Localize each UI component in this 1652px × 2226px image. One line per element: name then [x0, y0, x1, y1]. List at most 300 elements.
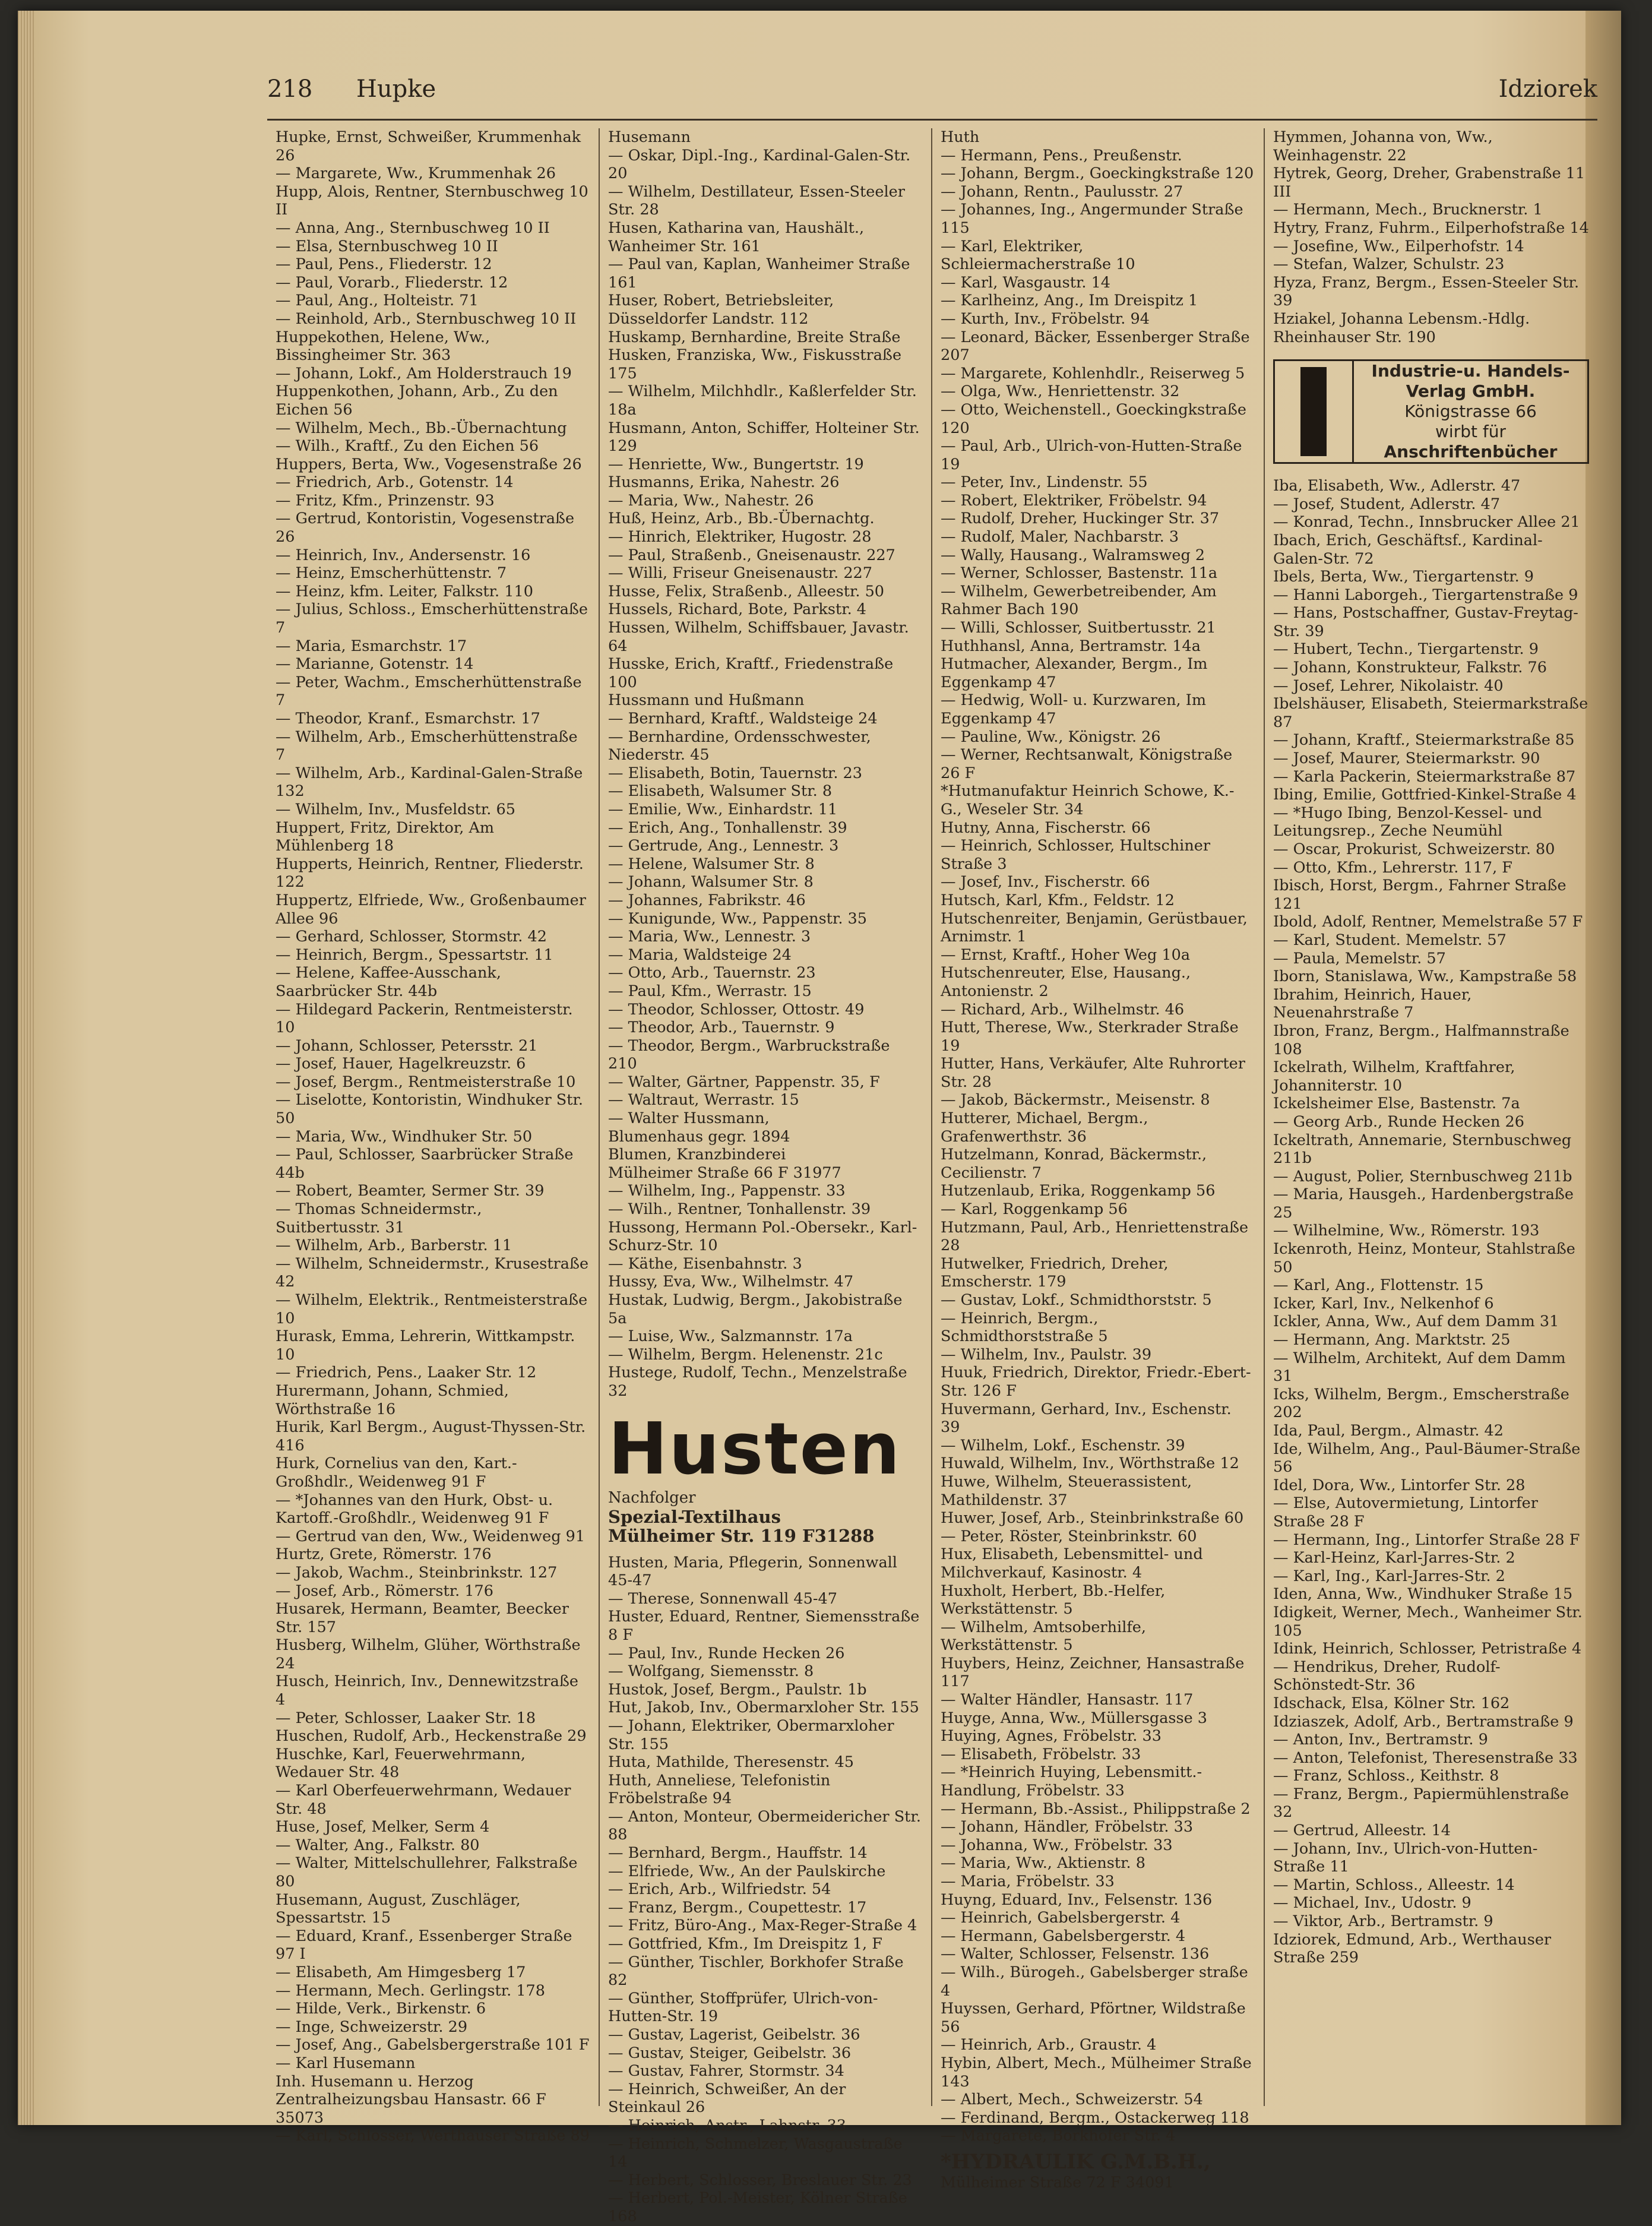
- directory-entry: — Elsa, Sternbuschweg 10 II: [276, 237, 498, 255]
- directory-entry: — Wilhelm, Bergm. Helenenstr. 21c: [608, 1345, 883, 1364]
- directory-entry: — Karlheinz, Ang., Im Dreispitz 1: [941, 292, 1198, 310]
- directory-entry: Ickler, Anna, Ww., Auf dem Damm 31: [1273, 1313, 1559, 1331]
- directory-entry: — Wilhelm, Destillateur, Essen-Steeler Str. 28: [608, 182, 905, 219]
- directory-entry: — Henriette, Ww., Bungertstr. 19: [608, 455, 864, 473]
- directory-entry: — Paul, Vorarb., Fliederstr. 12: [276, 273, 508, 292]
- directory-entry: — Heinrich, Anstr., Lahnstr. 33: [608, 2116, 847, 2135]
- directory-entry: — Julius, Schloss., Emscherhüttenstraße 7: [276, 600, 588, 637]
- directory-entry: — Bernhardine, Ordensschwester, Niederstr. 45: [608, 728, 871, 764]
- directory-entry: — Heinz, kfm. Leiter, Falkstr. 110: [276, 582, 533, 600]
- directory-entry: Hutmacher, Alexander, Bergm., Im Eggenkamp 47: [941, 655, 1208, 691]
- directory-entry: — Maria, Ww., Aktienstr. 8: [941, 1854, 1145, 1873]
- directory-entry: Hurask, Emma, Lehrerin, Wittkampstr. 10: [276, 1327, 575, 1364]
- directory-entry: — Paula, Memelstr. 57: [1273, 949, 1446, 967]
- directory-entry: — Hendrikus, Dreher, Rudolf-Schönstedt-Str. 36: [1273, 1658, 1501, 1694]
- directory-entry: Hupperts, Heinrich, Rentner, Fliederstr. 122: [276, 855, 584, 891]
- directory-entry: Huth: [941, 128, 980, 146]
- directory-entry: *Hutmanufaktur Heinrich Schowe, K.-G., Weseler Str. 34: [941, 782, 1235, 818]
- directory-entry: Huschke, Karl, Feuerwehrmann, Wedauer Str. 48: [276, 1745, 526, 1782]
- directory-entry: — Theodor, Kranf., Esmarchstr. 17: [276, 710, 540, 728]
- husten-advertisement: [608, 1408, 923, 1546]
- directory-entry: — Maria, Fröbelstr. 33: [941, 1873, 1115, 1890]
- directory-entry: Husarek, Hermann, Beamter, Beecker Str. 157: [276, 1600, 569, 1636]
- directory-entry: — Josef, Student, Adlerstr. 47: [1273, 495, 1501, 513]
- directory-entry: — Johann, Konstrukteur, Falkstr. 76: [1273, 659, 1547, 677]
- directory-entry: — Otto, Arb., Tauernstr. 23: [608, 964, 816, 982]
- directory-entry: Ida, Paul, Bergm., Almastr. 42: [1273, 1422, 1504, 1440]
- directory-entry: — Josef, Bergm., Rentmeisterstraße 10: [276, 1073, 576, 1091]
- directory-entry: — Herbert, Schlosser, Breslauer Str. 23: [608, 2171, 912, 2189]
- hydraulik-address: Mülheimer Straße 72 F 34091: [941, 2173, 1174, 2192]
- directory-entry: Husch, Heinrich, Inv., Dennewitzstraße 4: [276, 1672, 579, 1709]
- directory-entry: — Elisabeth, Botin, Tauernstr. 23: [608, 764, 862, 782]
- directory-entry: — Margarete, Kohlenhdlr., Reiserweg 5: [941, 364, 1245, 382]
- directory-entry: Huvermann, Gerhard, Inv., Eschenstr. 39: [941, 1400, 1232, 1437]
- directory-entry: — Johann, Händler, Fröbelstr. 33: [941, 1818, 1194, 1836]
- directory-entry: — Werner, Schlosser, Bastenstr. 11a: [941, 564, 1218, 583]
- directory-entry: Hussels, Richard, Bote, Parkstr. 4: [608, 600, 867, 619]
- directory-entry: — Hinrich, Elektriker, Hugostr. 28: [608, 528, 872, 546]
- directory-entry: Ibron, Franz, Bergm., Halfmannstraße 108: [1273, 1022, 1569, 1058]
- directory-entry: Hurermann, Johann, Schmied, Wörthstraße 16: [276, 1381, 509, 1418]
- directory-entry: — Willi, Schlosser, Suitbertusstr. 21: [941, 619, 1216, 637]
- directory-entry: — Maria, Waldsteige 24: [608, 946, 792, 964]
- directory-entry: Huppert, Fritz, Direktor, Am Mühlenberg 18: [276, 818, 495, 855]
- directory-entry: — Wilhelm, Elektrik., Rentmeisterstraße 10: [276, 1291, 588, 1327]
- directory-entry: — Wally, Hausang., Walramsweg 2: [941, 546, 1205, 564]
- directory-entry: — Hubert, Techn., Tiergartenstr. 9: [1273, 640, 1539, 659]
- directory-entry: — Walter Hussmann,: [608, 1109, 770, 1128]
- column-4-entries-bottom: [1273, 477, 1589, 1967]
- directory-entry: Hutzmann, Paul, Arb., Henriettenstraße 28: [941, 1218, 1249, 1255]
- directory-entry: Huschen, Rudolf, Arb., Heckenstraße 29: [276, 1727, 587, 1746]
- directory-entry: — Friedrich, Pens., Laaker Str. 12: [276, 1364, 537, 1382]
- directory-entry: Huwe, Wilhelm, Steuerassistent, Mathildenstr. 37: [941, 1472, 1192, 1509]
- directory-entry: — Johann, Bergm., Goeckingkstraße 120: [941, 165, 1254, 183]
- directory-entry: — Wolfgang, Siemensstr. 8: [608, 1662, 814, 1681]
- directory-entry: Blumenhaus gegr. 1894: [608, 1127, 790, 1146]
- directory-entry: Ibels, Berta, Ww., Tiergartenstr. 9: [1273, 568, 1534, 586]
- directory-entry: Hustok, Josef, Bergm., Paulstr. 1b: [608, 1680, 867, 1699]
- directory-entry: — Margarete, Ww., Krummenhak 26: [276, 165, 556, 183]
- directory-entry: — Hedwig, Woll- u. Kurzwaren, Im Eggenkamp 47: [941, 691, 1207, 728]
- husten-line-2: Mülheimer Str. 119 F31288: [608, 1525, 875, 1546]
- directory-entry: — Wilh., Rentner, Tonhallenstr. 39: [608, 1200, 871, 1219]
- directory-entry: Husken, Franziska, Ww., Fiskusstraße 175: [608, 346, 902, 382]
- directory-entry: Huppenkothen, Johann, Arb., Zu den Eichen 56: [276, 382, 558, 419]
- directory-entry: Hutzelmann, Konrad, Bäckermstr., Cecilienstr. 7: [941, 1146, 1207, 1182]
- directory-entry: — Walter, Gärtner, Pappenstr. 35, F: [608, 1073, 880, 1091]
- directory-entry: — Heinrich, Gabelsbergerstr. 4: [941, 1909, 1181, 1927]
- verlag-advertisement: [1273, 359, 1589, 464]
- directory-entry: — Paul van, Kaplan, Wanheimer Straße 161: [608, 255, 910, 292]
- directory-entry: Idigkeit, Werner, Mech., Wanheimer Str. 105: [1273, 1603, 1583, 1640]
- directory-entry: — Hans, Postschaffner, Gustav-Freytag-Str. 39: [1273, 604, 1578, 640]
- directory-entry: Huse, Josef, Melker, Serm 4: [276, 1818, 490, 1836]
- directory-entry: — Hermann, Mech. Gerlingstr. 178: [276, 1981, 545, 2000]
- husten-line-1: Spezial-Textilhaus: [608, 1506, 781, 1527]
- directory-entry: — Franz, Bergm., Coupettestr. 17: [608, 1898, 867, 1917]
- directory-entry: — Paul, Kfm., Werrastr. 15: [608, 982, 812, 1000]
- directory-entry: Mülheimer Straße 66 F 31977: [608, 1163, 841, 1182]
- directory-entry: — Heinrich, Arb., Graustr. 4: [941, 2036, 1157, 2054]
- directory-entry: — Josef, Lehrer, Nikolaistr. 40: [1273, 676, 1504, 695]
- directory-entry: — Gustav, Lokf., Schmidthorststr. 5: [941, 1291, 1212, 1309]
- directory-entry: — Fritz, Büro-Ang., Max-Reger-Straße 4: [608, 1917, 917, 1935]
- directory-entry: — Wilhelm, Amtsoberhilfe, Werkstättenstr. 5: [941, 1618, 1146, 1655]
- directory-entry: — Walter, Ang., Falkstr. 80: [276, 1836, 480, 1854]
- directory-entry: — Fritz, Kfm., Prinzenstr. 93: [276, 491, 495, 510]
- directory-entry: Idziaszek, Adolf, Arb., Bertramstraße 9: [1273, 1712, 1574, 1731]
- directory-entry: — Robert, Elektriker, Fröbelstr. 94: [941, 491, 1207, 510]
- directory-entry: Husen, Katharina van, Haushält., Wanheimer Str. 161: [608, 219, 865, 255]
- directory-entry: — Maria, Ww., Nahestr. 26: [608, 491, 814, 510]
- directory-entry: — Oskar, Dipl.-Ing., Kardinal-Galen-Str. 20: [608, 146, 911, 183]
- directory-entry: Icks, Wilhelm, Bergm., Emscherstraße 202: [1273, 1385, 1569, 1422]
- directory-entry: — Josef, Arb., Römerstr. 176: [276, 1582, 493, 1600]
- directory-entry: — Maria, Ww., Lennestr. 3: [608, 928, 811, 946]
- directory-entry: — Bernhard, Kraftf., Waldsteige 24: [608, 710, 878, 728]
- directory-entry: — Hermann, Bb.-Assist., Philippstraße 2: [941, 1800, 1251, 1818]
- directory-entry: Huyge, Anna, Ww., Müllersgasse 3: [941, 1709, 1208, 1727]
- directory-entry: — Günther, Stoffprüfer, Ulrich-von-Hutten-Str. 19: [608, 1989, 878, 2026]
- directory-entry: — Heinrich, Schmelzer, Wasgaustraße 14: [608, 2135, 903, 2171]
- directory-entry: Hybin, Albert, Mech., Mülheimer Straße 143: [941, 2054, 1252, 2091]
- directory-entry: — Josef, Inv., Fischerstr. 66: [941, 873, 1150, 891]
- directory-entry: Hytrek, Georg, Dreher, Grabenstraße 11 III: [1273, 165, 1585, 201]
- directory-entry: — Ferdinand, Bergm., Ostackerweg 118: [941, 2108, 1249, 2127]
- directory-entry: — Therese, Sonnenwall 45-47: [608, 1589, 837, 1608]
- directory-entry: — Johann, Rentn., Paulusstr. 27: [941, 182, 1183, 201]
- directory-entry: — Liselotte, Kontoristin, Windhuker Str. 50: [276, 1091, 583, 1128]
- directory-entry: Husmanns, Erika, Nahestr. 26: [608, 473, 840, 492]
- directory-entry: — Paul, Schlosser, Saarbrücker Straße 44b: [276, 1146, 574, 1182]
- directory-entry: — Elisabeth, Fröbelstr. 33: [941, 1745, 1141, 1763]
- directory-entry: Ickeltrath, Annemarie, Sternbuschweg 211b: [1273, 1131, 1572, 1168]
- directory-entry: — Karl-Heinz, Karl-Jarres-Str. 2: [1273, 1549, 1515, 1567]
- directory-entry: Huß, Heinz, Arb., Bb.-Übernachtg.: [608, 510, 875, 528]
- directory-entry: — August, Polier, Sternbuschweg 211b: [1273, 1167, 1572, 1185]
- directory-entry: — Wilh., Kraftf., Zu den Eichen 56: [276, 437, 539, 456]
- directory-entry: — Michael, Inv., Udostr. 9: [1273, 1894, 1471, 1912]
- directory-entry: — Hanni Laborgeh., Tiergartenstraße 9: [1273, 586, 1578, 604]
- directory-entry: Ibold, Adolf, Rentner, Memelstraße 57 F: [1273, 913, 1583, 931]
- directory-entry: — Stefan, Walzer, Schulstr. 23: [1273, 255, 1505, 274]
- directory-entry: — Friedrich, Arb., Gotenstr. 14: [276, 473, 514, 492]
- directory-entry: — Wilhelm, Schneidermstr., Krusestraße 42: [276, 1254, 589, 1291]
- column-2-entries-bottom: [608, 1554, 923, 2226]
- directory-entry: — Heinz, Emscherhüttenstr. 7: [276, 564, 507, 583]
- directory-entry: — Marianne, Gotenstr. 14: [276, 655, 474, 674]
- directory-entry: Hut, Jakob, Inv., Obermarxloher Str. 155: [608, 1699, 919, 1717]
- directory-entry: Huying, Agnes, Fröbelstr. 33: [941, 1727, 1162, 1746]
- directory-entry: — Eduard, Kranf., Essenberger Straße 97 I: [276, 1927, 572, 1963]
- column-3-entries: [941, 128, 1255, 2145]
- directory-entry: — Wilhelm, Architekt, Auf dem Damm 31: [1273, 1349, 1566, 1386]
- directory-entry: Ickenroth, Heinz, Monteur, Stahlstraße 50: [1273, 1240, 1575, 1276]
- verlag-text: [1352, 361, 1587, 462]
- directory-entry: Ibrahim, Heinrich, Hauer, Neuenahrstraße 7: [1273, 985, 1472, 1022]
- directory-entry: — Hilde, Verk., Birkenstr. 6: [276, 2000, 486, 2018]
- directory-entry: — Johann, Inv., Ulrich-von-Hutten-Straße 11: [1273, 1839, 1538, 1876]
- directory-entry: — Karl Oberfeuerwehrmann, Wedauer Str. 48: [276, 1782, 571, 1818]
- directory-entry: — Robert, Beamter, Sermer Str. 39: [276, 1182, 545, 1200]
- directory-entry: — Paul, Pens., Fliederstr. 12: [276, 255, 492, 274]
- directory-entry: — Wilhelm, Arb., Emscherhüttenstraße 7: [276, 728, 578, 764]
- directory-entry: — Otto, Kfm., Lehrerstr. 117, F: [1273, 858, 1512, 877]
- verlag-line-3: Königstrasse 66: [1404, 401, 1537, 422]
- directory-entry: — Heinrich, Bergm., Schmidthorststraße 5: [941, 1309, 1108, 1346]
- directory-entry: — Maria, Hausgeh., Hardenbergstraße 25: [1273, 1185, 1574, 1222]
- directory-entry: Hutterer, Michael, Bergm., Grafenwerthstr. 36: [941, 1109, 1148, 1146]
- directory-entry: — Karl Husemann: [276, 2054, 416, 2072]
- directory-entry: Ibing, Emilie, Gottfried-Kinkel-Straße 4: [1273, 786, 1577, 804]
- directory-entry: Huth, Anneliese, Telefonistin Fröbelstraße 94: [608, 1771, 831, 1808]
- directory-entry: Hyza, Franz, Bergm., Essen-Steeler Str. 39: [1273, 273, 1580, 310]
- directory-entry: — Peter, Schlosser, Laaker Str. 18: [276, 1709, 536, 1727]
- directory-entry: — Rudolf, Maler, Nachbarstr. 3: [941, 528, 1179, 546]
- directory-entry: — Peter, Röster, Steinbrinkstr. 60: [941, 1527, 1197, 1545]
- directory-entry: Hussong, Hermann Pol.-Obersekr., Karl-Schurz-Str. 10: [608, 1218, 917, 1255]
- directory-entry: — Rudolf, Dreher, Huckinger Str. 37: [941, 510, 1220, 528]
- directory-entry: — Wilh., Bürogeh., Gabelsberger straße 4: [941, 1963, 1248, 2000]
- directory-entry: Idziorek, Edmund, Arb., Werthauser Straße 259: [1273, 1930, 1552, 1967]
- column-2-entries-top: [608, 128, 923, 1400]
- directory-entry: Iborn, Stanislawa, Ww., Kampstraße 58: [1273, 967, 1577, 986]
- directory-entry: Hurik, Karl Bergm., August-Thyssen-Str. 416: [276, 1418, 586, 1455]
- columns: [267, 128, 1597, 2225]
- directory-entry: — Johanna, Ww., Fröbelstr. 33: [941, 1836, 1173, 1854]
- directory-entry: — Wilhelm, Ing., Pappenstr. 33: [608, 1182, 846, 1200]
- directory-entry: — Gerhard, Schlosser, Stormstr. 42: [276, 928, 547, 946]
- directory-entry: — Wilhelm, Mech., Bb.-Übernachtung: [276, 419, 567, 437]
- directory-entry: — Leonard, Bäcker, Essenberger Straße 207: [941, 328, 1250, 365]
- verlag-line-1: Industrie-u. Handels-: [1371, 361, 1570, 381]
- directory-entry: Huster, Eduard, Rentner, Siemensstraße 8 F: [608, 1608, 920, 1644]
- directory-entry: Hux, Elisabeth, Lebensmittel- und Milchverkauf, Kasinostr. 4: [941, 1545, 1203, 1582]
- directory-entry: Huthhansl, Anna, Bertramstr. 14a: [941, 637, 1201, 655]
- directory-entry: — Peter, Wachm., Emscherhüttenstraße 7: [276, 673, 582, 710]
- directory-entry: — Otto, Weichenstell., Goeckingkstraße 120: [941, 400, 1246, 437]
- directory-entry: — Walter Händler, Hansastr. 117: [941, 1691, 1194, 1709]
- directory-entry: — Emilie, Ww., Einhardstr. 11: [608, 800, 838, 818]
- directory-entry: — Johann, Walsumer Str. 8: [608, 873, 814, 891]
- directory-entry: — Elisabeth, Walsumer Str. 8: [608, 782, 833, 801]
- directory-entry: Huskamp, Bernhardine, Breite Straße: [608, 328, 901, 346]
- directory-page: [18, 11, 1621, 2225]
- directory-entry: Hupp, Alois, Rentner, Sternbuschweg 10 II: [276, 182, 588, 219]
- directory-entry: — Waltraut, Werrastr. 15: [608, 1091, 799, 1109]
- directory-entry: — Konrad, Techn., Innsbrucker Allee 21: [1273, 513, 1580, 532]
- directory-entry: — Wilhelm, Arb., Kardinal-Galen-Straße 132: [276, 764, 583, 801]
- page-header: [267, 71, 1597, 107]
- directory-entry: — Wilhelm, Gewerbetreibender, Am Rahmer Bach 190: [941, 582, 1217, 619]
- directory-entry: Iden, Anna, Ww., Windhuker Straße 15: [1273, 1585, 1573, 1604]
- directory-entry: Huppertz, Elfriede, Ww., Großenbaumer Allee 96: [276, 891, 586, 928]
- directory-entry: — Gustav, Steiger, Geibelstr. 36: [608, 2044, 852, 2062]
- directory-entry: Huwald, Wilhelm, Inv., Wörthstraße 12: [941, 1455, 1239, 1473]
- column-4: [1265, 128, 1597, 2106]
- directory-entry: — Gertrud, Alleestr. 14: [1273, 1822, 1451, 1840]
- directory-entry: — Walter, Mittelschullehrer, Falkstraße 80: [276, 1854, 578, 1890]
- directory-entry: Huwer, Josef, Arb., Steinbrinkstraße 60: [941, 1509, 1244, 1528]
- directory-entry: Huuk, Friedrich, Direktor, Friedr.-Ebert-Str. 126 F: [941, 1364, 1251, 1400]
- directory-entry: — Johannes, Ing., Angermunder Straße 115: [941, 201, 1243, 237]
- directory-entry: — Willi, Friseur Gneisenaustr. 227: [608, 564, 873, 583]
- directory-entry: — Jakob, Bäckermstr., Meisenstr. 8: [941, 1091, 1210, 1109]
- directory-entry: — Gustav, Fahrer, Stormstr. 34: [608, 2062, 844, 2080]
- directory-entry: — Heinrich, Inv., Andersenstr. 16: [276, 546, 531, 564]
- directory-entry: — Heinrich, Schlosser, Hultschiner Straße 3: [941, 837, 1211, 873]
- hydraulik-advertisement: [941, 2150, 1255, 2192]
- directory-entry: Hussmann und Hußmann: [608, 691, 805, 710]
- directory-entry: — Käthe, Eisenbahnstr. 3: [608, 1254, 802, 1273]
- directory-entry: Idschack, Elsa, Kölner Str. 162: [1273, 1694, 1510, 1712]
- directory-entry: — Karla Packerin, Steiermarkstraße 87: [1273, 767, 1576, 786]
- directory-entry: — Josef, Hauer, Hagelkreuzstr. 6: [276, 1055, 526, 1073]
- directory-entry: — Theodor, Bergm., Warbruckstraße 210: [608, 1036, 890, 1073]
- directory-entry: Hutschenreuter, Else, Hausang., Antonienstr. 2: [941, 964, 1191, 1000]
- directory-entry: — Bernhard, Bergm., Hauffstr. 14: [608, 1844, 868, 1863]
- directory-entry: — Wilhelm, Milchhdlr., Kaßlerfelder Str. 18a: [608, 382, 917, 419]
- directory-entry: — *Hugo Ibing, Benzol-Kessel- und Leitungsrep., Zeche Neumühl: [1273, 804, 1542, 840]
- directory-entry: — Gertrud van den, Ww., Weidenweg 91: [276, 1527, 586, 1545]
- column-4-entries-top: [1273, 128, 1589, 346]
- directory-entry: — *Heinrich Huying, Lebensmitt.-Handlung, Fröbelstr. 33: [941, 1763, 1202, 1800]
- header-rule: [267, 119, 1597, 121]
- directory-entry: — Ernst, Kraftf., Hoher Weg 10a: [941, 946, 1191, 964]
- verlag-line-2: Verlag GmbH.: [1406, 381, 1536, 401]
- directory-entry: Ickelsheimer Else, Bastenstr. 7a: [1273, 1095, 1520, 1113]
- directory-entry: Husemann: [608, 128, 691, 146]
- directory-entry: Hutschenreiter, Benjamin, Gerüstbauer, Arnimstr. 1: [941, 909, 1248, 946]
- directory-entry: — Anton, Telefonist, Theresenstraße 33: [1273, 1748, 1578, 1767]
- husten-logo: Husten: [608, 1408, 901, 1491]
- directory-entry: — Heinrich, Bergm., Spessartstr. 11: [276, 946, 553, 964]
- directory-entry: Hziakel, Johanna Lebensm.-Hdlg. Rheinhauser Str. 190: [1273, 309, 1530, 346]
- directory-entry: — Reinhold, Arb., Sternbuschweg 10 II: [276, 309, 577, 328]
- directory-entry: — Hermann, Ing., Lintorfer Straße 28 F: [1273, 1531, 1580, 1549]
- page-number: 218: [267, 75, 313, 103]
- directory-entry: — Theodor, Schlosser, Ottostr. 49: [608, 1000, 865, 1019]
- directory-entry: — Josef, Ang., Gabelsbergerstraße 101 F: [276, 2036, 590, 2054]
- directory-entry: Hustak, Ludwig, Bergm., Jakobistraße 5a: [608, 1291, 903, 1327]
- directory-entry: Icker, Karl, Inv., Nelkenhof 6: [1273, 1294, 1494, 1313]
- directory-entry: Hutsch, Karl, Kfm., Feldstr. 12: [941, 891, 1175, 909]
- directory-entry: — Johann, Schlosser, Petersstr. 21: [276, 1036, 538, 1055]
- directory-entry: — Erich, Arb., Wilfriedstr. 54: [608, 1880, 831, 1899]
- header-last-entry: Idziorek: [1498, 75, 1597, 103]
- header-first-entry: Hupke: [356, 75, 436, 103]
- directory-entry: Iba, Elisabeth, Ww., Adlerstr. 47: [1273, 477, 1521, 495]
- directory-entry: — Heinrich, Schweißer, An der Steinkaul 26: [608, 2080, 846, 2117]
- directory-entry: Ibisch, Horst, Bergm., Fahrner Straße 121: [1273, 877, 1566, 913]
- directory-entry: — Richard, Arb., Wilhelmstr. 46: [941, 1000, 1185, 1019]
- directory-entry: Huppekothen, Helene, Ww., Bissingheimer Str. 363: [276, 328, 490, 365]
- verlag-line-5: Anschriftenbücher: [1384, 442, 1558, 462]
- directory-entry: Huta, Mathilde, Theresenstr. 45: [608, 1753, 855, 1772]
- directory-entry: — Theodor, Arb., Tauernstr. 9: [608, 1019, 835, 1037]
- husten-subtitle: Nachfolger: [608, 1488, 696, 1507]
- directory-entry: — Wilhelm, Inv., Paulstr. 39: [941, 1345, 1152, 1364]
- directory-entry: — Anna, Ang., Sternbuschweg 10 II: [276, 219, 550, 237]
- directory-entry: — Johann, Kraftf., Steiermarkstraße 85: [1273, 731, 1575, 750]
- directory-entry: — Kunigunde, Ww., Pappenstr. 35: [608, 909, 867, 928]
- directory-entry: Husse, Felix, Straßenb., Alleestr. 50: [608, 582, 885, 600]
- column-1: [267, 128, 600, 2145]
- directory-entry: — Inge, Schweizerstr. 29: [276, 2018, 468, 2036]
- directory-entry: Ickelrath, Wilhelm, Kraftfahrer, Johanniterstr. 10: [1273, 1058, 1515, 1095]
- directory-entry: Hutt, Therese, Ww., Sterkrader Straße 19: [941, 1019, 1239, 1055]
- directory-entry: — Hildegard Packerin, Rentmeisterstr. 10: [276, 1000, 573, 1037]
- directory-entry: — Luise, Ww., Salzmannstr. 17a: [608, 1327, 853, 1346]
- directory-entry: — Thomas Schneidermstr., Suitbertusstr. 31: [276, 1200, 482, 1237]
- page-edge-left: [18, 11, 34, 2125]
- directory-entry: Huybers, Heinz, Zeichner, Hansastraße 117: [941, 1654, 1245, 1691]
- directory-entry: — Helene, Kaffee-Ausschank, Saarbrücker Str. 44b: [276, 964, 501, 1000]
- directory-entry: Husberg, Wilhelm, Glüher, Wörthstraße 24: [276, 1636, 581, 1672]
- directory-entry: Hutny, Anna, Fischerstr. 66: [941, 818, 1151, 837]
- directory-entry: — Johann, Lokf., Am Holderstrauch 19: [276, 364, 572, 382]
- directory-entry: — Franz, Schloss., Keithstr. 8: [1273, 1767, 1499, 1785]
- directory-entry: Hussy, Eva, Ww., Wilhelmstr. 47: [608, 1273, 854, 1291]
- directory-entry: Hutzenlaub, Erika, Roggenkamp 56: [941, 1182, 1216, 1200]
- directory-entry: — Johannes, Fabrikstr. 46: [608, 891, 806, 909]
- directory-entry: — *Johannes van den Hurk, Obst- u. Kartoff.-Großhdlr., Weidenweg 91 F: [276, 1491, 553, 1528]
- directory-entry: Hymmen, Johanna von, Ww., Weinhagenstr. 22: [1273, 128, 1493, 165]
- directory-entry: Husemann, August, Zuschläger, Spessartstr. 15: [276, 1890, 521, 1927]
- directory-entry: — Wilhelmine, Ww., Römerstr. 193: [1273, 1222, 1540, 1240]
- directory-entry: Hustege, Rudolf, Techn., Menzelstraße 32: [608, 1364, 907, 1400]
- directory-entry: — Johann, Elektriker, Obermarxloher Str. 155: [608, 1716, 894, 1753]
- directory-entry: — Hermann, Gabelsbergerstr. 4: [941, 1927, 1186, 1945]
- directory-entry: Husmann, Anton, Schiffer, Holteiner Str. 129: [608, 419, 920, 456]
- directory-entry: — Herbert, Pol.-Meister, Kölner Straße 168: [608, 2189, 907, 2225]
- directory-entry: Ide, Wilhelm, Ang., Paul-Bäumer-Straße 56: [1273, 1440, 1581, 1476]
- directory-entry: — Paul, Ang., Holteistr. 71: [276, 292, 479, 310]
- directory-entry: — Anton, Monteur, Obermeidericher Str. 88: [608, 1807, 921, 1844]
- directory-entry: — Erich, Ang., Tonhallenstr. 39: [608, 818, 847, 837]
- directory-entry: — Kurth, Inv., Fröbelstr. 94: [941, 309, 1150, 328]
- directory-entry: — Josef, Maurer, Steiermarkstr. 90: [1273, 750, 1540, 768]
- directory-entry: Inh. Husemann u. Herzog Zentralheizungsbau Hansastr. 66 F 35073: [276, 2072, 546, 2127]
- directory-entry: — Josefine, Ww., Eilperhofstr. 14: [1273, 237, 1524, 255]
- directory-entry: — Wilhelm, Lokf., Eschenstr. 39: [941, 1436, 1185, 1455]
- directory-entry: Ibach, Erich, Geschäftsf., Kardinal-Galen-Str. 72: [1273, 531, 1543, 568]
- column-3: [932, 128, 1265, 2192]
- directory-entry: Huser, Robert, Betriebsleiter, Düsseldorfer Landstr. 112: [608, 292, 834, 328]
- directory-entry: — Maria, Ww., Windhuker Str. 50: [276, 1127, 533, 1146]
- directory-entry: — Viktor, Arb., Bertramstr. 9: [1273, 1912, 1493, 1931]
- directory-entry: — Anton, Inv., Bertramstr. 9: [1273, 1731, 1488, 1749]
- directory-entry: Hutter, Hans, Verkäufer, Alte Ruhrorter Str. 28: [941, 1055, 1245, 1091]
- directory-entry: Huppers, Berta, Ww., Vogesenstraße 26: [276, 455, 582, 473]
- directory-entry: — Jakob, Wachm., Steinbrinkstr. 127: [276, 1563, 558, 1582]
- directory-entry: Huxholt, Herbert, Bb.-Helfer, Werkstättenstr. 5: [941, 1582, 1166, 1618]
- directory-entry: — Franz, Bergm., Papiermühlenstraße 32: [1273, 1785, 1569, 1822]
- directory-entry: Husske, Erich, Kraftf., Friedenstraße 100: [608, 655, 894, 691]
- directory-entry: — Karl, Ang., Flottenstr. 15: [1273, 1276, 1484, 1295]
- directory-entry: Husten, Maria, Pflegerin, Sonnenwall 45-47: [608, 1553, 897, 1590]
- directory-entry: — Hermann, Pens., Preußenstr.: [941, 146, 1182, 165]
- directory-entry: — Else, Autovermietung, Lintorfer Straße 28 F: [1273, 1494, 1538, 1531]
- directory-entry: — Karl, Roggenkamp 56: [941, 1200, 1128, 1219]
- directory-entry: — Paul, Straßenb., Gneisenaustr. 227: [608, 546, 895, 564]
- directory-entry: — Maria, Esmarchstr. 17: [276, 637, 467, 655]
- directory-entry: — Karl, Ing., Karl-Jarres-Str. 2: [1273, 1567, 1505, 1585]
- directory-entry: — Karl, Wasgaustr. 14: [941, 273, 1111, 292]
- directory-entry: — Paul, Inv., Runde Hecken 26: [608, 1644, 845, 1662]
